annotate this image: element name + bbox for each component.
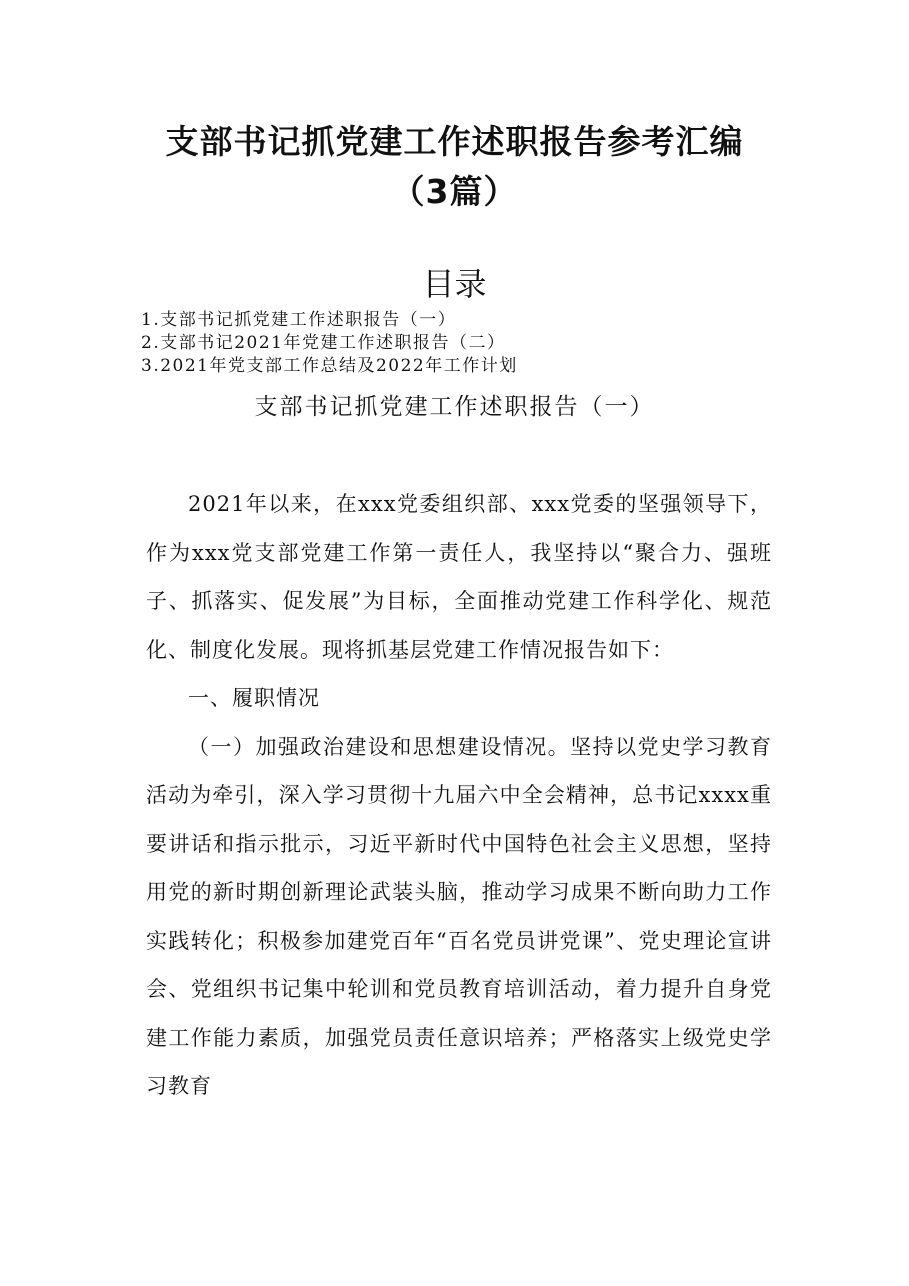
body-text: [146, 480, 772, 1111]
toc-item-3[interactable]: 3.2021年党支部工作总结及2022年工作计划: [141, 356, 518, 376]
paragraph-heading-duties: 一、履职情况: [188, 686, 320, 710]
toc-item-2[interactable]: 2.支部书记2021年党建工作述职报告（二）: [141, 333, 506, 353]
document-title-line1: 支部书记抓党建工作述职报告参考汇编: [165, 122, 744, 161]
paragraph-intro: 2021年以来，在xxx党委组织部、xxx党委的坚强领导下，作为xxx党支部党建工作第一责任人，我坚持以“聚合力、强班子、抓落实、促发展”为目标，全面推动党建工作科学化、规范化、制度化发展。现将抓基层党建工作情况报告如下：: [146, 492, 772, 662]
table-of-contents: [141, 309, 841, 378]
document-title-line2: （3篇）: [391, 172, 518, 211]
section-title: 支部书记抓党建工作述职报告（一）: [254, 394, 655, 420]
toc-item-1[interactable]: 1.支部书记抓党建工作述职报告（一）: [141, 310, 457, 330]
paragraph-political-building: （一）加强政治建设和思想建设情况。坚持以党史学习教育活动为牵引，深入学习贯彻十九届六中全会精神，总书记xxxx重要讲话和指示批示，习近平新时代中国特色社会主义思想，坚持用党的新时期创新理论武装头脑，推动学习成果不断向助力工作实践转化；积极参加建党百年“百名党员讲党课”、党史理论宣讲会、党组织书记集中轮训和党员教育培训活动，着力提升自身党建工作能力素质，加强党员责任意识培养；严格落实上级党史学习教育: [146, 734, 772, 1098]
toc-heading: 目录: [422, 265, 487, 303]
